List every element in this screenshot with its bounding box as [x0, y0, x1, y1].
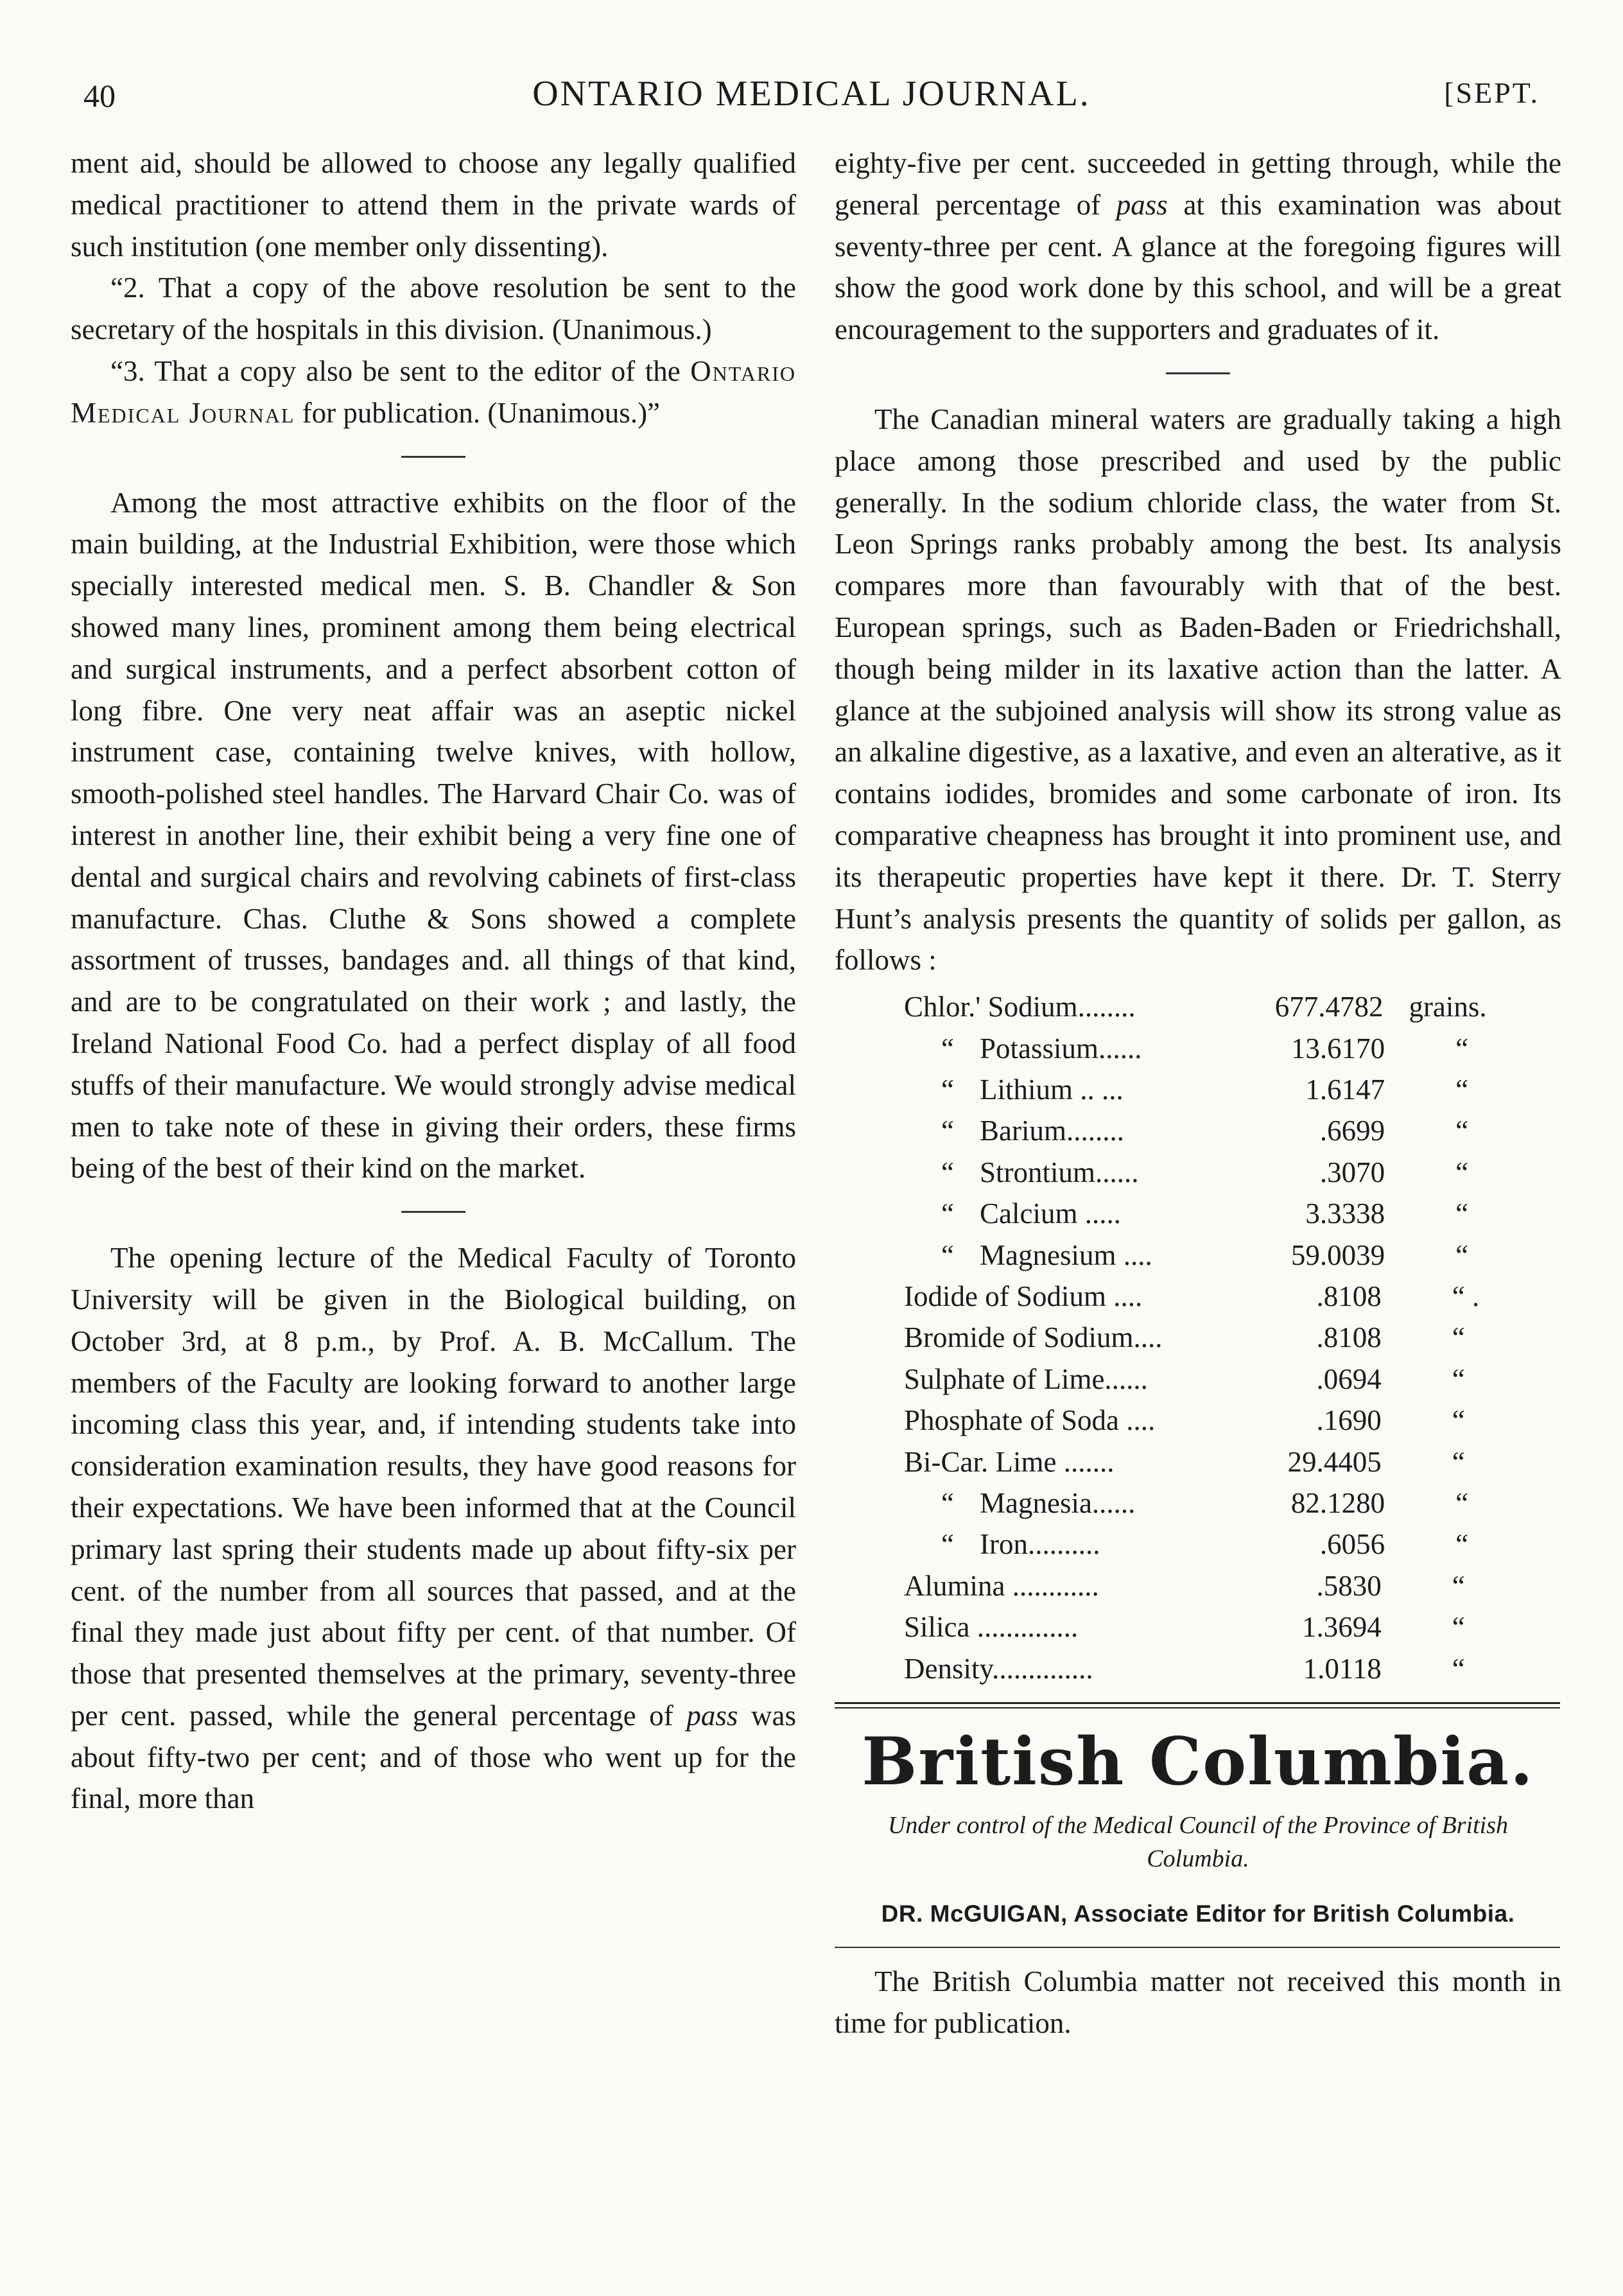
analysis-row: [904, 1276, 1501, 1317]
analysis-unit: “: [1455, 1239, 1469, 1271]
analysis-substance: [904, 1235, 1260, 1276]
issue-month: [SEPT.: [1444, 76, 1540, 109]
section-subtitle: Under control of the Medical Council of the Province of British Columbia.: [887, 1812, 1508, 1873]
analysis-unit: “: [1455, 1115, 1469, 1147]
ditto-mark: “: [941, 1032, 954, 1065]
analysis-unit: “: [1452, 1652, 1465, 1685]
analysis-substance-name: Magnesium ....: [979, 1239, 1152, 1271]
analysis-substance-name: Potassium......: [979, 1032, 1142, 1065]
analysis-substance: [904, 1359, 1247, 1400]
analysis-unit: “ .: [1452, 1280, 1480, 1312]
analysis-value: 1.3694: [1301, 1611, 1382, 1644]
paragraph-exhibition: Among the most attractive exhibits on the floor of the main building, at the Industrial Exhibition, were those which specially interested medical men. S. B. Chandler & Son showed many lines, prominent among them being electrical and surgical instruments, and a perfect absorbent cotton of long fibre. One very neat affair was an aseptic nickel instrument case, containing twelve knives, with hollow, smooth-polished steel handles. The Harvard Chair Co. was of interest in another line, their exhibit being a very fine one of dental and surgical chairs and revolving cabinets of first-class manufacture. Chas. Cluthe & Sons showed a complete assortment of trusses, bandages and. all things of that kind, and are to be congratulated on their work ; and lastly, the Ireland National Food Co. had a perfect display of all food stuffs of their manufacture. We would strongly advise medical men to take note of these in giving their orders, these firms being of the best of their kind on the market.: [71, 486, 796, 1185]
analysis-substance-name: Bi-Car. Lime .......: [904, 1445, 1115, 1478]
double-rule: [835, 1702, 1560, 1709]
analysis-value: 29.4405: [1287, 1445, 1382, 1478]
analysis-unit: “: [1455, 1528, 1469, 1561]
analysis-row: [904, 1317, 1501, 1358]
section-title: British Columbia.: [862, 1723, 1534, 1801]
ditto-mark: “: [941, 1528, 954, 1561]
ditto-mark: “: [941, 1156, 954, 1188]
running-header: [0, 69, 1623, 127]
analysis-row: [904, 1359, 1501, 1400]
analysis-value: 1.6147: [1305, 1073, 1385, 1106]
analysis-row: [904, 1524, 1501, 1565]
analysis-substance-name: Magnesia......: [979, 1487, 1136, 1520]
analysis-substance-name: Alumina ............: [904, 1569, 1099, 1602]
analysis-value: 59.0039: [1290, 1239, 1385, 1271]
paragraph-lecture: [71, 1237, 796, 1820]
analysis-substance: [904, 1152, 1260, 1193]
analysis-row: [904, 1069, 1501, 1110]
analysis-substance-name: Phosphate of Soda ....: [904, 1404, 1156, 1437]
analysis-substance-name: Silica ..............: [904, 1611, 1079, 1644]
analysis-row: [904, 1648, 1501, 1689]
analysis-substance: [904, 1606, 1247, 1648]
analysis-value: 1.0118: [1303, 1652, 1382, 1685]
analysis-unit: “: [1452, 1611, 1465, 1644]
pass-word: pass: [1116, 188, 1168, 221]
associate-editor-line: DR. McGUIGAN, Associate Editor for British Columbia.: [881, 1900, 1515, 1927]
analysis-unit: “: [1452, 1569, 1465, 1602]
section-divider: [1166, 372, 1230, 374]
paragraph-mineral-waters: The Canadian mineral waters are gradually taking a high place among those prescribed and used by the public generally. In the sodium chloride class, the water from St. Leon Springs ranks probably among the best. Its analysis compares more than favourably with that of the best. European springs, such as Baden-Baden or Friedrichshall, though being milder in its laxative action than the latter. A glance at the subjoined analysis will show its strong value as an alkaline digestive, as a laxative, and even an alterative, as it contains iodides, bromides and some carbonate of iron. Its comparative cheapness has brought it into prominent use, and its therapeutic properties have kept it there. Dr. T. Sterry Hunt’s analysis presents the quantity of solids per gallon, as follows :: [835, 403, 1561, 977]
analysis-substance-name: Iron..........: [979, 1528, 1100, 1561]
analysis-row: [904, 1110, 1501, 1151]
analysis-substance-name: Strontium......: [979, 1156, 1139, 1188]
analysis-substance: [904, 1524, 1260, 1565]
analysis-unit: “: [1452, 1445, 1465, 1478]
lecture-text: The opening lecture of the Medical Faculty of Toronto University will be given in the Biological building, on October 3rd, at 8 p.m., by Prof. A. B. McCallum. The members of the Faculty are looking forward to another large incoming class this year, and, if intending students take into consideration examination results, they have good reasons for their expectations. We have been informed that at the Council primary last spring their students made up about fifty-six per cent. of the number from all sources that passed, and at the final they made just about fifty per cent. of that number. Of those that presented themselves at the primary, seventy-three per cent. passed, while the general percentage of: [71, 1242, 796, 1732]
analysis-row: [904, 1483, 1501, 1524]
analysis-value: 3.3338: [1305, 1197, 1385, 1230]
analysis-unit: “: [1455, 1487, 1469, 1520]
section-divider: [401, 456, 465, 458]
analysis-value: .8108: [1316, 1321, 1382, 1354]
analysis-substance: [904, 1483, 1260, 1524]
paragraph-resolution-3: [71, 351, 796, 434]
analysis-substance: [904, 986, 1248, 1027]
analysis-substance-name: Density..............: [904, 1652, 1093, 1685]
analysis-value: 13.6170: [1290, 1032, 1385, 1065]
ditto-mark: “: [941, 1073, 954, 1106]
analysis-unit: “: [1452, 1321, 1465, 1354]
paragraph-lecture-continued: [835, 143, 1561, 351]
analysis-unit: grains.: [1409, 991, 1487, 1023]
journal-name: Ontario Medical Journal: [71, 354, 797, 429]
analysis-row: [904, 1606, 1501, 1648]
analysis-row: [904, 1152, 1501, 1193]
page-number: 40: [83, 78, 116, 114]
ditto-mark: “: [941, 1115, 954, 1147]
analysis-substance: [904, 1276, 1247, 1317]
analysis-row: [904, 1028, 1501, 1069]
analysis-substance: [904, 1069, 1260, 1110]
paragraph-resolution-2: “2. That a copy of the above resolution be sent to the secretary of the hospitals in this division. (Unanimous.): [71, 272, 796, 346]
paragraph-bc-note: The British Columbia matter not received this month in time for publication.: [835, 1965, 1561, 2039]
analysis-value: .8108: [1316, 1280, 1382, 1312]
analysis-value: 677.4782: [1274, 991, 1384, 1023]
analysis-substance: [904, 1400, 1247, 1441]
thin-rule: [835, 1947, 1560, 1948]
analysis-substance: [904, 1028, 1260, 1069]
analysis-value: .3070: [1319, 1156, 1385, 1188]
analysis-value: .6699: [1319, 1115, 1385, 1147]
analysis-row: [904, 1193, 1501, 1234]
continued-text: eighty-five per cent. succeeded in getting through, while the general percentage of: [835, 147, 1561, 221]
section-divider: [401, 1211, 465, 1213]
analysis-substance-name: Barium........: [979, 1115, 1124, 1147]
right-column: [835, 143, 1561, 2044]
analysis-value: 82.1280: [1290, 1487, 1385, 1520]
analysis-substance-name: Lithium .. ...: [979, 1073, 1124, 1106]
analysis-substance-name: Calcium .....: [979, 1197, 1121, 1230]
analysis-row: [904, 986, 1501, 1027]
analysis-unit: “: [1455, 1156, 1469, 1188]
ditto-mark: “: [941, 1239, 954, 1271]
analysis-substance: [904, 1193, 1260, 1234]
analysis-row: [904, 1441, 1501, 1483]
analysis-value: .6056: [1319, 1528, 1385, 1561]
analysis-substance: [904, 1317, 1247, 1358]
analysis-row: [904, 1235, 1501, 1276]
analysis-value: .5830: [1316, 1569, 1382, 1602]
paragraph-resolution-end: ment aid, should be allowed to choose any legally qualified medical practitioner to attend them in the private wards of such institution (one member only dissenting).: [71, 147, 796, 263]
resolution-3-text: “3. That a copy also be sent to the editor of the: [110, 354, 681, 387]
lecture-text-end: was about fifty-two per cent; and of those who went up for the final, more than: [71, 1699, 797, 1815]
ditto-mark: “: [941, 1487, 954, 1520]
analysis-unit: “: [1455, 1073, 1469, 1106]
analysis-row: [904, 1400, 1501, 1441]
analysis-substance: [904, 1565, 1247, 1606]
analysis-value: .0694: [1316, 1362, 1382, 1395]
analysis-value: .1690: [1316, 1404, 1382, 1437]
analysis-substance: [904, 1648, 1247, 1689]
mineral-analysis-table: [904, 986, 1501, 1689]
analysis-unit: “: [1455, 1032, 1469, 1065]
analysis-unit: “: [1452, 1362, 1465, 1395]
analysis-unit: “: [1455, 1197, 1469, 1230]
continued-text-end: at this examination was about seventy-three per cent. A glance at the foregoing figures will show the good work done by this school, and will be a great encouragement to the supporters and graduates of it.: [835, 188, 1561, 346]
analysis-substance-name: Sulphate of Lime......: [904, 1362, 1148, 1395]
resolution-3-end: for publication. (Unanimous.)”: [302, 396, 661, 429]
analysis-substance: [904, 1441, 1247, 1483]
journal-title: ONTARIO MEDICAL JOURNAL.: [532, 74, 1091, 114]
pass-word: pass: [686, 1699, 738, 1732]
analysis-substance-name: Iodide of Sodium ....: [904, 1280, 1143, 1312]
left-column: [71, 143, 796, 1820]
analysis-substance: [904, 1110, 1260, 1151]
analysis-substance-name: Bromide of Sodium....: [904, 1321, 1163, 1354]
analysis-row: [904, 1565, 1501, 1606]
analysis-unit: “: [1452, 1404, 1465, 1437]
analysis-substance-name: Chlor.' Sodium........: [904, 991, 1136, 1023]
ditto-mark: “: [941, 1197, 954, 1230]
